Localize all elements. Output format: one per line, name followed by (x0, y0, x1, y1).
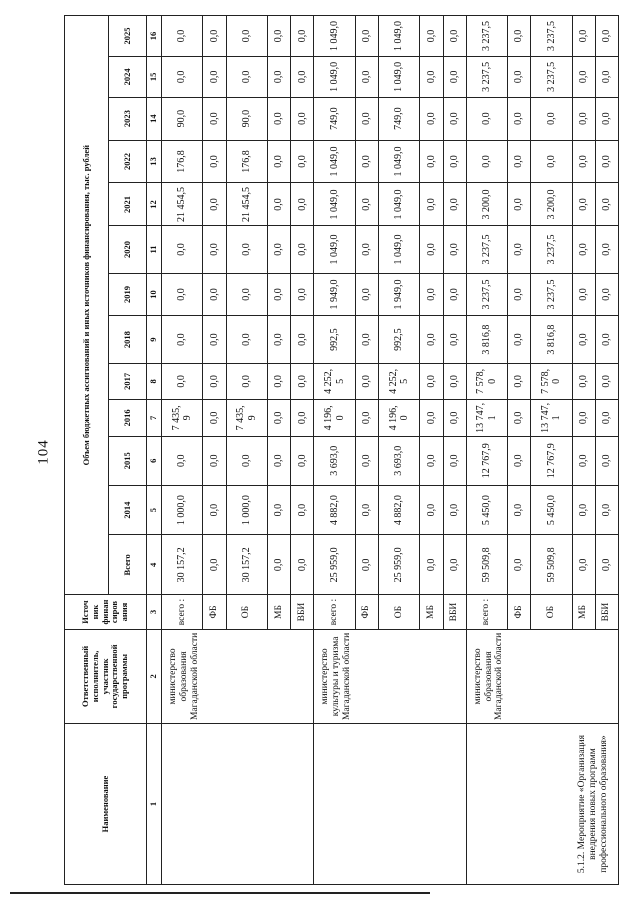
year-value: 0,0 (420, 97, 443, 140)
year-value: 0,0 (203, 183, 226, 226)
year-value: 0,0 (162, 56, 203, 97)
year-value: 0,0 (355, 183, 378, 226)
table-row (162, 16, 203, 885)
year-value: 0,0 (508, 316, 531, 363)
year-value: 21 454,5 (162, 183, 203, 226)
year-value: 0,0 (162, 226, 203, 273)
year-value: 4 882,0 (314, 485, 355, 534)
year-value: 0,0 (508, 485, 531, 534)
year-value: 0,0 (508, 16, 531, 57)
year-value: 0,0 (355, 436, 378, 485)
year-value: 1 949,0 (314, 273, 355, 316)
year-value: 0,0 (203, 363, 226, 399)
funding-source: ВБИ (443, 595, 466, 629)
measure-name: 5.1.2. Мероприятие «Организация внедрения новых программ профессионального образования» (466, 724, 618, 885)
header-source: Источ ник финан сиров ания (65, 595, 147, 629)
year-value: 0,0 (508, 56, 531, 97)
bottom-rule (10, 892, 430, 894)
year-value: 7 435, 9 (162, 400, 203, 436)
year-value: 0,0 (355, 316, 378, 363)
year-value: 0,0 (443, 183, 466, 226)
column-number: 4 (147, 535, 162, 595)
column-number: 10 (147, 273, 162, 316)
year-value: 0,0 (355, 56, 378, 97)
year-value: 7 578, 0 (531, 363, 572, 399)
year-value: 0,0 (203, 316, 226, 363)
year-value: 0,0 (268, 485, 291, 534)
header-year: 2015 (109, 436, 147, 485)
header-year: 2019 (109, 273, 147, 316)
year-value: 1 000,0 (162, 485, 203, 534)
year-value: 0,0 (595, 436, 618, 485)
year-value: 12 767,9 (531, 436, 572, 485)
year-value: 0,0 (595, 140, 618, 183)
year-value: 0,0 (572, 273, 595, 316)
year-value: 13 747, 1 (531, 400, 572, 436)
year-value: 0,0 (203, 436, 226, 485)
year-value: 0,0 (508, 226, 531, 273)
year-value: 0,0 (291, 485, 314, 534)
total-value: 25 959,0 (378, 535, 419, 595)
year-value: 1 049,0 (314, 16, 355, 57)
year-value: 0,0 (508, 363, 531, 399)
funding-source: МБ (420, 595, 443, 629)
column-number: 2 (147, 629, 162, 723)
year-value: 0,0 (572, 16, 595, 57)
year-value: 0,0 (508, 97, 531, 140)
year-value: 0,0 (226, 273, 267, 316)
year-value: 1 049,0 (314, 140, 355, 183)
year-value: 0,0 (572, 363, 595, 399)
year-value: 0,0 (291, 97, 314, 140)
year-value: 992,5 (314, 316, 355, 363)
year-value: 4 196, 0 (378, 400, 419, 436)
funding-source: ФБ (203, 595, 226, 629)
year-value: 7 578, 0 (466, 363, 507, 399)
year-value: 0,0 (268, 97, 291, 140)
year-value: 0,0 (443, 226, 466, 273)
header-year: 2022 (109, 140, 147, 183)
year-value: 0,0 (203, 400, 226, 436)
column-number: 3 (147, 595, 162, 629)
year-value: 0,0 (420, 16, 443, 57)
total-value: 0,0 (420, 535, 443, 595)
funding-source: всего : (466, 595, 507, 629)
year-value: 0,0 (572, 485, 595, 534)
year-value: 0,0 (268, 56, 291, 97)
year-value: 0,0 (420, 400, 443, 436)
column-number: 6 (147, 436, 162, 485)
year-value: 90,0 (226, 97, 267, 140)
rotated-table-container (64, 15, 619, 885)
year-value: 0,0 (355, 363, 378, 399)
year-value: 0,0 (595, 363, 618, 399)
year-value: 0,0 (268, 436, 291, 485)
financing-table (64, 15, 619, 885)
header-year: 2014 (109, 485, 147, 534)
year-value: 3 237,5 (466, 16, 507, 57)
total-value: 59 509,8 (466, 535, 507, 595)
year-value: 0,0 (595, 400, 618, 436)
total-value: 0,0 (291, 535, 314, 595)
year-value: 0,0 (226, 16, 267, 57)
year-value: 0,0 (443, 436, 466, 485)
year-value: 0,0 (420, 226, 443, 273)
year-value: 1 049,0 (378, 56, 419, 97)
year-value: 0,0 (443, 400, 466, 436)
year-value: 0,0 (291, 436, 314, 485)
year-value: 13 747, 1 (466, 400, 507, 436)
year-value: 0,0 (268, 273, 291, 316)
year-value: 0,0 (420, 183, 443, 226)
total-value: 0,0 (203, 535, 226, 595)
header-year: 2016 (109, 400, 147, 436)
year-value: 3 237,5 (531, 56, 572, 97)
year-value: 3 237,5 (531, 226, 572, 273)
funding-source: ФБ (355, 595, 378, 629)
year-value: 0,0 (291, 183, 314, 226)
year-value: 0,0 (291, 363, 314, 399)
year-value: 0,0 (595, 183, 618, 226)
year-value: 3 237,5 (531, 16, 572, 57)
year-value: 3 200,0 (531, 183, 572, 226)
column-number: 12 (147, 183, 162, 226)
year-value: 749,0 (314, 97, 355, 140)
column-number: 16 (147, 16, 162, 57)
funding-source: ВБИ (291, 595, 314, 629)
responsible-executor: министерство образования Магаданской области (466, 629, 618, 723)
year-value: 0,0 (508, 400, 531, 436)
year-value: 0,0 (203, 140, 226, 183)
year-value: 0,0 (595, 56, 618, 97)
year-value: 0,0 (508, 436, 531, 485)
column-number: 13 (147, 140, 162, 183)
total-value: 30 157,2 (226, 535, 267, 595)
year-value: 3 693,0 (314, 436, 355, 485)
funding-source: МБ (572, 595, 595, 629)
measure-name (162, 724, 314, 885)
year-value: 0,0 (508, 273, 531, 316)
funding-source: ФБ (508, 595, 531, 629)
year-value: 992,5 (378, 316, 419, 363)
measure-name (314, 724, 466, 885)
year-value: 749,0 (378, 97, 419, 140)
responsible-executor: министерство образования Магаданской области (162, 629, 314, 723)
year-value: 4 252, 5 (314, 363, 355, 399)
year-value: 0,0 (291, 316, 314, 363)
column-number: 7 (147, 400, 162, 436)
year-value: 0,0 (595, 485, 618, 534)
header-year: 2023 (109, 97, 147, 140)
year-value: 0,0 (268, 363, 291, 399)
total-value: 0,0 (268, 535, 291, 595)
total-value: 25 959,0 (314, 535, 355, 595)
year-value: 0,0 (572, 400, 595, 436)
year-value: 3 816,8 (531, 316, 572, 363)
year-value: 0,0 (508, 183, 531, 226)
year-value: 1 049,0 (378, 183, 419, 226)
year-value: 0,0 (466, 140, 507, 183)
header-year: 2021 (109, 183, 147, 226)
year-value: 0,0 (226, 316, 267, 363)
year-value: 90,0 (162, 97, 203, 140)
column-number: 14 (147, 97, 162, 140)
year-value: 0,0 (572, 183, 595, 226)
total-value: 0,0 (508, 535, 531, 595)
year-value: 0,0 (443, 97, 466, 140)
year-value: 0,0 (268, 226, 291, 273)
year-value: 0,0 (443, 140, 466, 183)
year-value: 176,8 (226, 140, 267, 183)
total-value: 0,0 (572, 535, 595, 595)
year-value: 0,0 (443, 363, 466, 399)
year-value: 0,0 (443, 485, 466, 534)
total-value: 59 509,8 (531, 535, 572, 595)
year-value: 1 049,0 (314, 226, 355, 273)
year-value: 3 816,8 (466, 316, 507, 363)
year-value: 0,0 (531, 140, 572, 183)
year-value: 0,0 (291, 226, 314, 273)
year-value: 5 450,0 (466, 485, 507, 534)
year-value: 0,0 (355, 400, 378, 436)
year-value: 0,0 (226, 436, 267, 485)
year-value: 0,0 (595, 273, 618, 316)
year-value: 0,0 (420, 316, 443, 363)
header-year: 2017 (109, 363, 147, 399)
funding-source: ВБИ (595, 595, 618, 629)
year-value: 0,0 (595, 316, 618, 363)
year-value: 0,0 (162, 436, 203, 485)
year-value: 0,0 (291, 56, 314, 97)
column-number: 11 (147, 226, 162, 273)
year-value: 1 049,0 (314, 56, 355, 97)
year-value: 0,0 (355, 16, 378, 57)
header-name: Наименование (65, 724, 147, 885)
year-value: 176,8 (162, 140, 203, 183)
year-value: 0,0 (355, 273, 378, 316)
year-value: 0,0 (226, 226, 267, 273)
year-value: 1 049,0 (378, 226, 419, 273)
year-value: 1 049,0 (378, 16, 419, 57)
year-value: 0,0 (443, 316, 466, 363)
year-value: 0,0 (595, 16, 618, 57)
year-value: 4 252, 5 (378, 363, 419, 399)
year-value: 3 237,5 (466, 56, 507, 97)
year-value: 0,0 (420, 363, 443, 399)
table-body (162, 16, 619, 885)
year-value: 5 450,0 (531, 485, 572, 534)
year-value: 0,0 (420, 140, 443, 183)
header-year: 2018 (109, 316, 147, 363)
year-value: 0,0 (572, 226, 595, 273)
year-value: 7 435, 9 (226, 400, 267, 436)
funding-source: МБ (268, 595, 291, 629)
funding-source: ОБ (378, 595, 419, 629)
year-value: 0,0 (203, 226, 226, 273)
year-value: 0,0 (355, 485, 378, 534)
year-value: 0,0 (162, 16, 203, 57)
header-volume-title: Объем бюджетных ассигнований и иных источников финансирования, тыс. рублей (65, 16, 109, 595)
year-value: 0,0 (291, 273, 314, 316)
year-value: 0,0 (572, 97, 595, 140)
year-value: 0,0 (203, 485, 226, 534)
year-value: 0,0 (595, 97, 618, 140)
year-value: 0,0 (355, 226, 378, 273)
year-value: 0,0 (162, 316, 203, 363)
year-value: 0,0 (162, 273, 203, 316)
table-row (314, 16, 355, 885)
responsible-executor: министерство культуры и туризма Магаданской области (314, 629, 466, 723)
header-total: Всего (109, 535, 147, 595)
year-value: 0,0 (420, 485, 443, 534)
year-value: 0,0 (203, 97, 226, 140)
year-value: 0,0 (291, 400, 314, 436)
funding-source: всего : (314, 595, 355, 629)
year-value: 0,0 (203, 273, 226, 316)
year-value: 3 693,0 (378, 436, 419, 485)
year-value: 0,0 (268, 400, 291, 436)
funding-source: всего : (162, 595, 203, 629)
column-number: 8 (147, 363, 162, 399)
year-value: 4 196, 0 (314, 400, 355, 436)
year-value: 0,0 (420, 273, 443, 316)
year-value: 0,0 (508, 140, 531, 183)
year-value: 1 949,0 (378, 273, 419, 316)
total-value: 0,0 (355, 535, 378, 595)
year-value: 0,0 (268, 16, 291, 57)
year-value: 0,0 (572, 140, 595, 183)
year-value: 3 237,5 (466, 226, 507, 273)
year-value: 0,0 (203, 56, 226, 97)
year-value: 0,0 (443, 56, 466, 97)
year-value: 21 454,5 (226, 183, 267, 226)
year-value: 12 767,9 (466, 436, 507, 485)
year-value: 0,0 (203, 16, 226, 57)
year-value: 0,0 (162, 363, 203, 399)
header-year: 2020 (109, 226, 147, 273)
year-value: 3 237,5 (466, 273, 507, 316)
year-value: 0,0 (268, 140, 291, 183)
year-value: 0,0 (531, 97, 572, 140)
year-value: 0,0 (572, 56, 595, 97)
column-number: 5 (147, 485, 162, 534)
year-value: 0,0 (572, 316, 595, 363)
header-responsible: Ответственный исполнитель, участник государственной программы (65, 629, 147, 723)
year-value: 0,0 (291, 16, 314, 57)
year-value: 1 049,0 (314, 183, 355, 226)
year-value: 3 237,5 (531, 273, 572, 316)
year-value: 0,0 (420, 436, 443, 485)
year-value: 0,0 (355, 140, 378, 183)
year-value: 0,0 (291, 140, 314, 183)
year-value: 0,0 (268, 316, 291, 363)
table-row (466, 16, 507, 885)
total-value: 0,0 (595, 535, 618, 595)
year-value: 0,0 (355, 97, 378, 140)
total-value: 30 157,2 (162, 535, 203, 595)
column-number: 15 (147, 56, 162, 97)
year-value: 0,0 (420, 56, 443, 97)
year-value: 0,0 (572, 436, 595, 485)
year-value: 0,0 (466, 97, 507, 140)
header-year: 2024 (109, 56, 147, 97)
funding-source: ОБ (226, 595, 267, 629)
year-value: 4 882,0 (378, 485, 419, 534)
column-number-row (147, 16, 162, 885)
year-value: 0,0 (226, 363, 267, 399)
year-value: 0,0 (443, 273, 466, 316)
year-value: 1 000,0 (226, 485, 267, 534)
column-number: 1 (147, 724, 162, 885)
year-value: 0,0 (268, 183, 291, 226)
total-value: 0,0 (443, 535, 466, 595)
column-number: 9 (147, 316, 162, 363)
header-year: 2025 (109, 16, 147, 57)
funding-source: ОБ (531, 595, 572, 629)
year-value: 3 200,0 (466, 183, 507, 226)
year-value: 0,0 (595, 226, 618, 273)
year-value: 0,0 (226, 56, 267, 97)
year-value: 1 049,0 (378, 140, 419, 183)
page-number: 104 (35, 439, 52, 465)
year-value: 0,0 (443, 16, 466, 57)
